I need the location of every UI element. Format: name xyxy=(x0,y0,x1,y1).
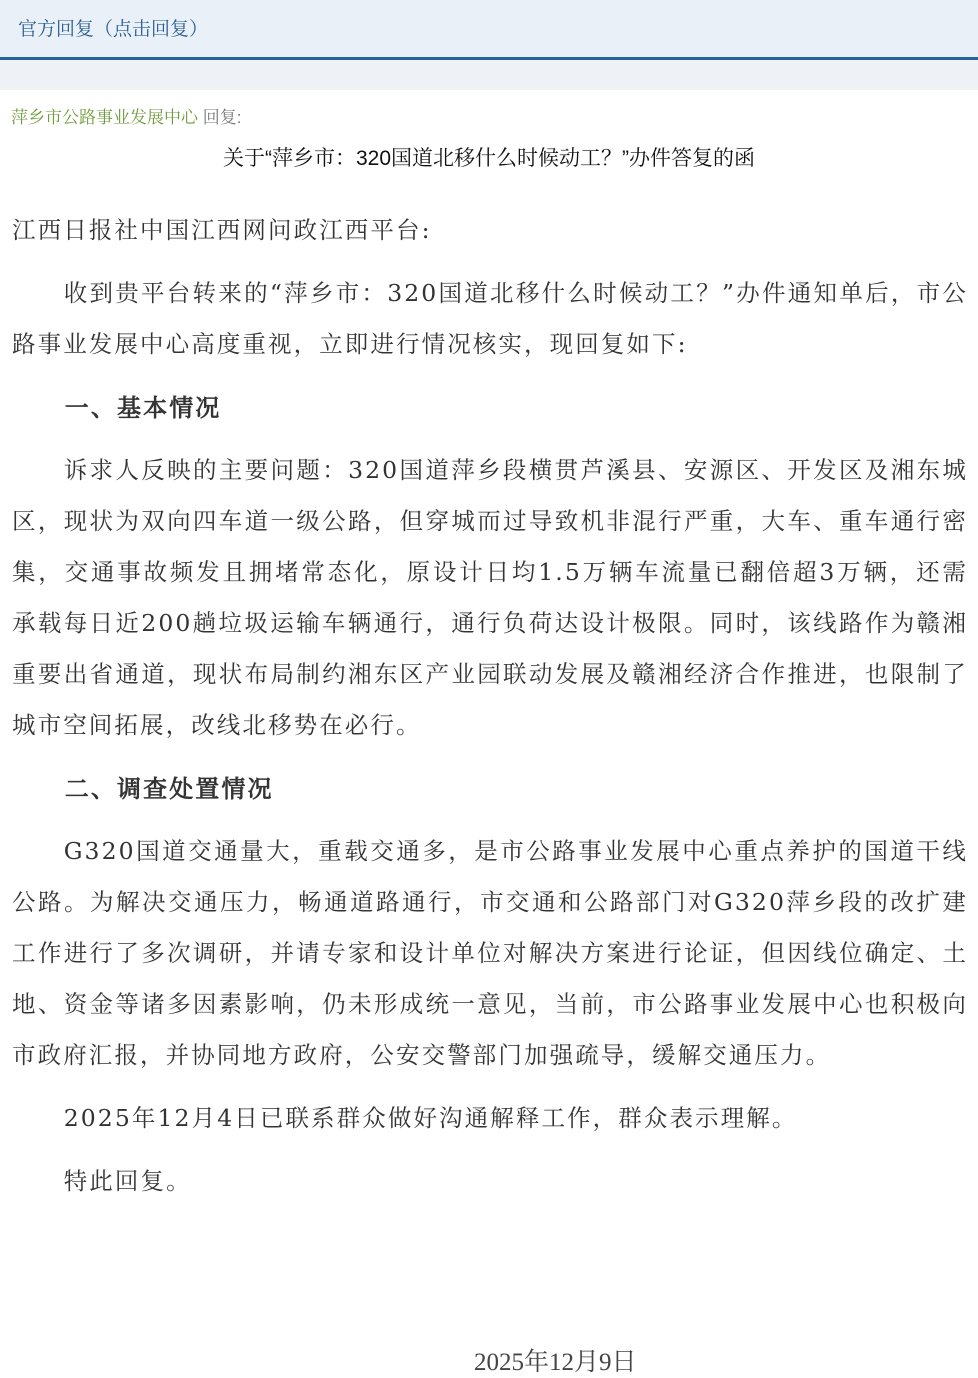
closing-paragraph: 特此回复。 xyxy=(63,1167,192,1195)
official-reply-link[interactable]: 官方回复（点击回复） xyxy=(18,19,209,40)
replier-line xyxy=(11,103,241,128)
spacer xyxy=(0,60,978,90)
addressee: 江西日报社中国江西网问政江西平台: xyxy=(12,216,432,244)
reply-suffix: 回复: xyxy=(202,108,242,127)
letter-body xyxy=(12,205,968,1219)
section1-heading: 一、基本情况 xyxy=(64,393,222,422)
section1-paragraph: 诉求人反映的主要问题：320国道萍乡段横贯芦溪县、安源区、开发区及湘东城区，现状为双向四车道一级公路，但穿城而过导致机非混行严重，大车、重车通行密集，交通事故频发且拥堵常态化，原设计日均1.5万辆车流量已翻倍超3万辆，还需承载每日近200趟垃圾运输车辆通行，通行负荷达设计极限。同时，该线路作为赣湘重要出省通道，现状布局制约湘东区产业园联动发展及赣湘经济合作推进，也限制了城市空间拓展，改线北移势在必行。 xyxy=(12,456,968,739)
replier-org-link[interactable]: 萍乡市公路事业发展中心 xyxy=(11,108,198,127)
section2-heading: 二、调查处置情况 xyxy=(64,774,274,803)
section2-paragraph: G320国道交通量大，重载交通多，是市公路事业发展中心重点养护的国道干线公路。为解决交通压力，畅通道路通行，市交通和公路部门对G320萍乡段的改扩建工作进行了多次调研，并请专家和设计单位对解决方案进行论证，但因线位确定、土地、资金等诸多因素影响，仍未形成统一意见，当前，市公路事业发展中心也积极向市政府汇报，并协同地方政府，公安交警部门加强疏导，缓解交通压力。 xyxy=(12,837,968,1069)
letter-date: 2025年12月9日 xyxy=(474,1349,637,1376)
official-reply-header xyxy=(0,0,978,60)
intro-paragraph: 收到贵平台转来的“萍乡市：320国道北移什么时候动工？”办件通知单后，市公路事业发展中心高度重视，立即进行情况核实，现回复如下: xyxy=(12,279,968,358)
letter-title: 关于“萍乡市：320国道北移什么时候动工？”办件答复的函 xyxy=(222,147,756,170)
followup-paragraph: 2025年12月4日已联系群众做好沟通解释工作，群众表示理解。 xyxy=(63,1104,798,1132)
